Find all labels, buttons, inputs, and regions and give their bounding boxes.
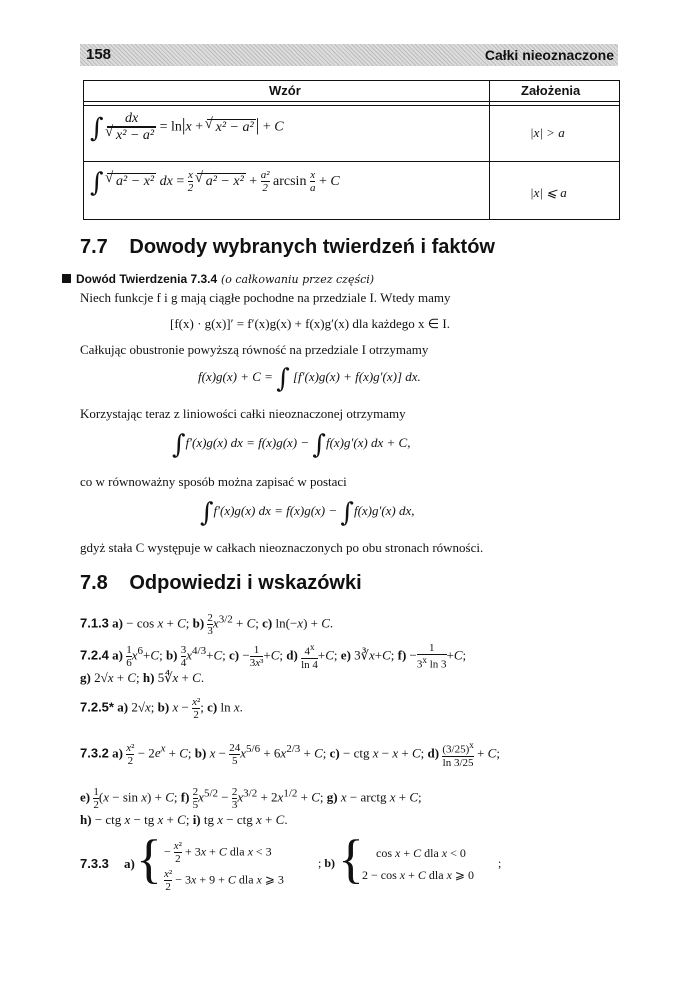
equation-4: ∫f′(x)g(x) dx = f(x)g(x) − ∫f(x)g′(x) dx, bbox=[200, 498, 415, 528]
col-formula-header: Wzór bbox=[269, 83, 301, 98]
assumption-row-2: |x| ⩽ a bbox=[530, 185, 567, 200]
answer-7-2-4-cont: g) 2√x + C; h) 5∜x + C. bbox=[80, 670, 205, 685]
chapter-title: Całki nieoznaczone bbox=[484, 47, 614, 63]
section-title: Dowody wybranych twierdzeń i faktów bbox=[129, 236, 495, 258]
formula-row-2: ∫ √ a² − x² dx = $\frac{x}{2}$ √ a² − x² + $\frac{\text{a²}}{2}$ arcsin $\frac{x}{a}$ + C bbox=[90, 169, 340, 196]
formula-row-1: ∫ dx √ x² − a² = ln|x + √ x² − a² | + C bbox=[90, 111, 284, 144]
page-header bbox=[80, 44, 618, 66]
answer-7-3-2-cont2: h) − ctg x − tg x + C; i) tg x − ctg x + C. bbox=[80, 812, 288, 827]
equation-3: ∫f′(x)g(x) dx = f(x)g(x) − ∫f(x)g′(x) dx + C, bbox=[172, 430, 411, 460]
assumption-row-1: |x| > a bbox=[530, 125, 565, 140]
section-7-8-heading bbox=[80, 572, 362, 595]
equation-2: f(x)g(x) + C = ∫ [f′(x)g(x) + f(x)g′(x)] dx. bbox=[198, 364, 421, 394]
proof-paragraph-5: gdyż stała C występuje w całkach nieoznaczonych po obu stronach równości. bbox=[80, 540, 484, 555]
answer-7-2-5: 7.2.5* a) 2√x; b) x − $\frac{\text{x²}}{2}$ ; c) ln x. bbox=[80, 696, 243, 722]
answer-7-3-2-cont: e) $\frac{1}{2}$ (x − sin x) + C; f) $\frac{2}{5}$ $x^{5/2}$ − $\frac{2}{3}$ $x^{3/2} + 2x^{1/2} + C$; g) x − arctg x + C; bbox=[80, 786, 422, 812]
answer-7-1-3: 7.1.3 a) − cos x + C; b) $\frac{2}{3}$ $x^{3/2} + C$; c) ln(−x) + C. bbox=[80, 612, 334, 638]
section-number: 7.8 bbox=[80, 572, 108, 594]
proof-paragraph-2: Całkując obustronie powyższą równość na przedziale I otrzymamy bbox=[80, 342, 429, 357]
answer-7-2-4: 7.2.4 a) $\frac{1}{6}$ $x^6+C$; b) $\frac{3}{4}$ $x^{4/3}+C$; c) − $\frac{1}{\text{3x³}}$ +C; d) $\frac{4^x}{\ln 4}$ +C; e) 3∛x+C; f) − $\frac{1}{3^x \ln 3}$ +C; bbox=[80, 642, 467, 671]
section-title: Odpowiedzi i wskazówki bbox=[129, 572, 362, 594]
col-assumptions-header: Założenia bbox=[521, 83, 581, 98]
answer-7-3-2: 7.3.2 a) $\frac{\text{x²}}{2}$ − $2e^x + C$; b) x − $\frac{24}{5}$ $x^{5/6} + 6x^{2/3} + C$; c) − ctg x − x + C; d) $\frac{(3/25)^x}{\ln 3/25}$ + C; bbox=[80, 740, 500, 769]
proof-paragraph-1: Niech funkcje f i g mają ciągłe pochodne na przedziale I. Wtedy mamy bbox=[80, 290, 451, 305]
section-number: 7.7 bbox=[80, 236, 108, 258]
section-7-7-heading bbox=[80, 236, 495, 259]
proof-title: Dowód Twierdzenia 7.3.4 bbox=[76, 272, 218, 286]
proof-note: (o całkowaniu przez części) bbox=[220, 273, 375, 286]
bullet-square-icon bbox=[62, 274, 71, 283]
proof-paragraph-4: co w równoważny sposób można zapisać w postaci bbox=[80, 474, 347, 489]
formula-table bbox=[83, 80, 620, 220]
equation-1: [f(x) · g(x)]′ = f′(x)g(x) + f(x)g′(x) dla każdego x ∈ I. bbox=[170, 316, 450, 331]
page-number: 158 bbox=[86, 46, 112, 63]
proof-heading bbox=[62, 271, 374, 288]
proof-paragraph-3: Korzystając teraz z liniowości całki nieoznaczonej otrzymamy bbox=[80, 406, 406, 421]
